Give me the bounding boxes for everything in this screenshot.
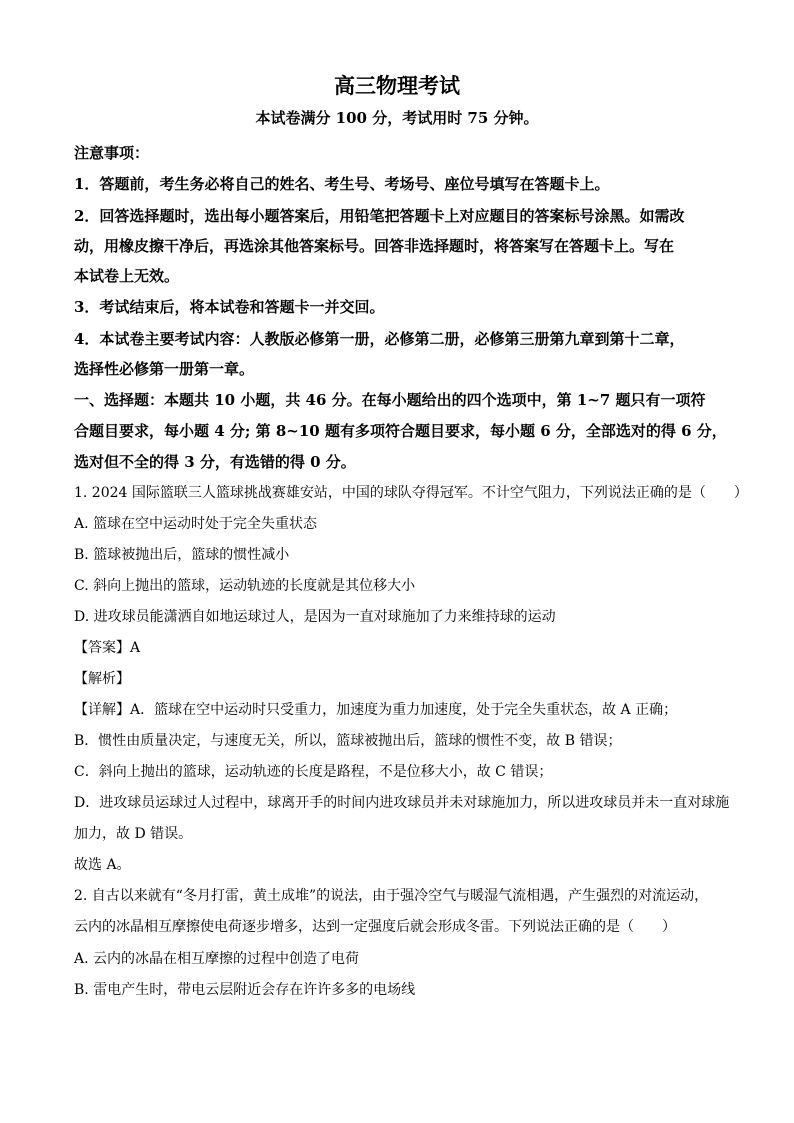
question-2-option-a: A. 云内的冰晶在相互摩擦的过程中创造了电荷 xyxy=(74,951,360,967)
question-1-stem: 1. 2024 国际篮联三人篮球挑战赛雄安站，中国的球队夺得冠军。不计空气阻力，下列说法正确的是（ ） xyxy=(74,485,748,501)
note-item-2-line-3: 本试卷上无效。 xyxy=(74,267,180,285)
notes-heading: 注意事项： xyxy=(74,144,150,162)
note-item-4-line-1: 4．本试卷主要考试内容：人教版必修第一册，必修第二册，必修第三册第九章到第十二章， xyxy=(74,330,685,348)
question-1-explanation-b: B．惯性由质量决定，与速度无关，所以，篮球被抛出后，篮球的惯性不变，故 B 错误； xyxy=(74,733,622,749)
note-item-2-line-1: 2．回答选择题时，选出每小题答案后，用铅笔把答题卡上对应题目的答案标号涂黑。如需改 xyxy=(74,207,685,225)
question-2-stem-line-1: 2. 自古以来就有“冬月打雷，黄土成堆”的说法，由于强冷空气与暖湿气流相遇，产生强烈的对流运动， xyxy=(74,888,709,904)
section-1-line-1: 一、选择题：本题共 10 小题，共 46 分。在每小题给出的四个选项中，第 1~7 题只有一项符 xyxy=(74,391,706,409)
question-1-explanation-d-line-2: 加力，故 D 错误。 xyxy=(74,826,193,842)
question-1-option-d: D. 进攻球员能潇洒自如地运球过人，是因为一直对球施加了力来维持球的运动 xyxy=(74,609,556,625)
note-item-1: 1．答题前，考生务必将自己的姓名、考生号、考场号、座位号填写在答题卡上。 xyxy=(74,175,610,193)
question-2-stem-line-2: 云内的冰晶相互摩擦使电荷逐步增多，达到一定强度后就会形成冬雷。下列说法正确的是（ ） xyxy=(74,919,676,935)
question-1-option-b: B. 篮球被抛出后，篮球的惯性减小 xyxy=(74,547,290,563)
note-item-4-line-2: 选择性必修第一册第一章。 xyxy=(74,360,255,378)
exam-info: 本试卷满分 100 分，考试用时 75 分钟。 xyxy=(255,109,539,127)
question-1-analysis-heading: 【解析】 xyxy=(74,671,130,687)
question-1-option-a: A. 篮球在空中运动时处于完全失重状态 xyxy=(74,516,318,532)
page-title: 高三物理考试 xyxy=(334,73,460,98)
section-1-line-2: 合题目要求，每小题 4 分; 第 8~10 题有多项符合题目要求，每小题 6 分，全部选对的得 6 分， xyxy=(74,422,727,440)
section-1-line-3: 选对但不全的得 3 分，有选错的得 0 分。 xyxy=(74,453,356,471)
question-2-option-b: B. 雷电产生时，带电云层附近会存在许许多多的电场线 xyxy=(74,982,416,998)
question-1-answer: 【答案】A xyxy=(74,640,141,656)
question-1-detail: 【详解】A．篮球在空中运动时只受重力，加速度为重力加速度，处于完全失重状态，故 A 正确； xyxy=(74,702,678,718)
note-item-3: 3．考试结束后，将本试卷和答题卡一并交回。 xyxy=(74,298,385,316)
note-item-2-line-2: 动，用橡皮擦干净后，再选涂其他答案标号。回答非选择题时，将答案写在答题卡上。写在 xyxy=(74,237,675,255)
question-1-explanation-c: C．斜向上抛出的篮球，运动轨迹的长度是路程，不是位移大小，故 C 错误； xyxy=(74,764,553,780)
question-1-choice: 故选 A。 xyxy=(74,857,131,873)
question-1-option-c: C. 斜向上抛出的篮球，运动轨迹的长度就是其位移大小 xyxy=(74,578,416,594)
question-1-explanation-d-line-1: D．进攻球员运球过人过程中，球离开手的时间内进攻球员并未对球施加力，所以进攻球员并未一直对球施 xyxy=(74,795,730,811)
